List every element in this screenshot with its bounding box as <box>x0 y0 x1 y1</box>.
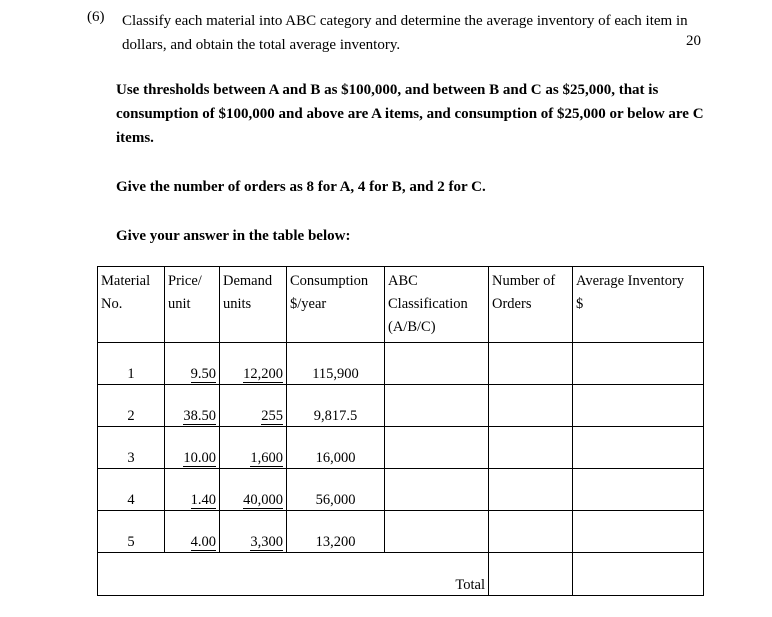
table-row <box>98 511 704 553</box>
question-marks: 20 <box>686 33 701 49</box>
header-abc-line3: (A/B/C) <box>388 319 436 335</box>
header-demand-line2: units <box>223 296 252 312</box>
abc-answer-table <box>97 266 704 596</box>
header-avg-inventory <box>573 267 704 343</box>
cell-total-orders[interactable] <box>489 553 573 596</box>
cell-avg-answer[interactable] <box>573 343 704 385</box>
cell-consumption: 13,200 <box>287 511 385 553</box>
header-demand <box>220 267 287 343</box>
total-label: Total <box>98 553 489 596</box>
cell-consumption: 115,900 <box>287 343 385 385</box>
cell-demand <box>220 385 287 427</box>
header-abc-line2: Classification <box>388 296 468 312</box>
cell-orders-answer[interactable] <box>489 469 573 511</box>
header-price-line1: Price/ <box>168 273 202 289</box>
cell-abc-answer[interactable] <box>385 427 489 469</box>
table-row <box>98 343 704 385</box>
cell-consumption: 9,817.5 <box>287 385 385 427</box>
cell-price <box>165 385 220 427</box>
cell-price <box>165 469 220 511</box>
cell-material-no: 1 <box>98 343 165 385</box>
cell-material-no: 3 <box>98 427 165 469</box>
cell-demand <box>220 511 287 553</box>
cell-abc-answer[interactable] <box>385 511 489 553</box>
price-value: 4.00 <box>190 534 216 550</box>
demand-value: 12,200 <box>243 366 283 382</box>
cell-total-avg[interactable] <box>573 553 704 596</box>
header-material-line1: Material <box>101 273 151 289</box>
header-demand-line1: Demand <box>223 273 273 289</box>
threshold-instructions: Use thresholds between A and B as $100,000, and between B and C as $25,000, that is consumption of $100,000 and above are A items, and consumption of $25,000 or below are C items. <box>116 82 704 146</box>
price-value: 9.50 <box>190 366 216 382</box>
header-abc <box>385 267 489 343</box>
demand-value: 1,600 <box>250 450 283 466</box>
header-consumption <box>287 267 385 343</box>
question-number: (6) <box>87 9 105 25</box>
cell-consumption: 16,000 <box>287 427 385 469</box>
question-text: Classify each material into ABC category and determine the average inventory of each item in dollars, and obtain the total average inventory. <box>122 13 688 53</box>
cell-abc-answer[interactable] <box>385 385 489 427</box>
cell-abc-answer[interactable] <box>385 469 489 511</box>
cell-avg-answer[interactable] <box>573 427 704 469</box>
header-orders <box>489 267 573 343</box>
header-orders-line2: Orders <box>492 296 532 312</box>
cell-consumption: 56,000 <box>287 469 385 511</box>
cell-demand <box>220 343 287 385</box>
table-row <box>98 427 704 469</box>
cell-orders-answer[interactable] <box>489 385 573 427</box>
price-value: 1.40 <box>190 492 216 508</box>
cell-price <box>165 511 220 553</box>
cell-avg-answer[interactable] <box>573 469 704 511</box>
cell-demand <box>220 469 287 511</box>
answer-prompt: Give your answer in the table below: <box>116 228 351 244</box>
cell-material-no: 2 <box>98 385 165 427</box>
cell-abc-answer[interactable] <box>385 343 489 385</box>
cell-orders-answer[interactable] <box>489 427 573 469</box>
header-avg-inventory-line2: $ <box>576 296 584 312</box>
header-abc-line1: ABC <box>388 273 418 289</box>
cell-material-no: 5 <box>98 511 165 553</box>
cell-orders-answer[interactable] <box>489 511 573 553</box>
table-row <box>98 385 704 427</box>
header-material-line2: No. <box>101 296 123 312</box>
price-value: 38.50 <box>183 408 216 424</box>
cell-price <box>165 427 220 469</box>
header-material <box>98 267 165 343</box>
cell-avg-answer[interactable] <box>573 385 704 427</box>
table-header-row <box>98 267 704 343</box>
cell-price <box>165 343 220 385</box>
header-price-line2: unit <box>168 296 191 312</box>
orders-instructions: Give the number of orders as 8 for A, 4 for B, and 2 for C. <box>116 179 486 195</box>
cell-material-no: 4 <box>98 469 165 511</box>
header-orders-line1: Number of <box>492 273 556 289</box>
header-consumption-line2: $/year <box>290 296 327 312</box>
cell-avg-answer[interactable] <box>573 511 704 553</box>
table-total-row <box>98 553 704 596</box>
header-price <box>165 267 220 343</box>
price-value: 10.00 <box>183 450 216 466</box>
demand-value: 40,000 <box>243 492 283 508</box>
header-consumption-line1: Consumption <box>290 273 369 289</box>
cell-orders-answer[interactable] <box>489 343 573 385</box>
header-avg-inventory-line1: Average Inventory <box>576 273 685 289</box>
demand-value: 3,300 <box>250 534 283 550</box>
cell-demand <box>220 427 287 469</box>
demand-value: 255 <box>261 408 283 424</box>
table-row <box>98 469 704 511</box>
